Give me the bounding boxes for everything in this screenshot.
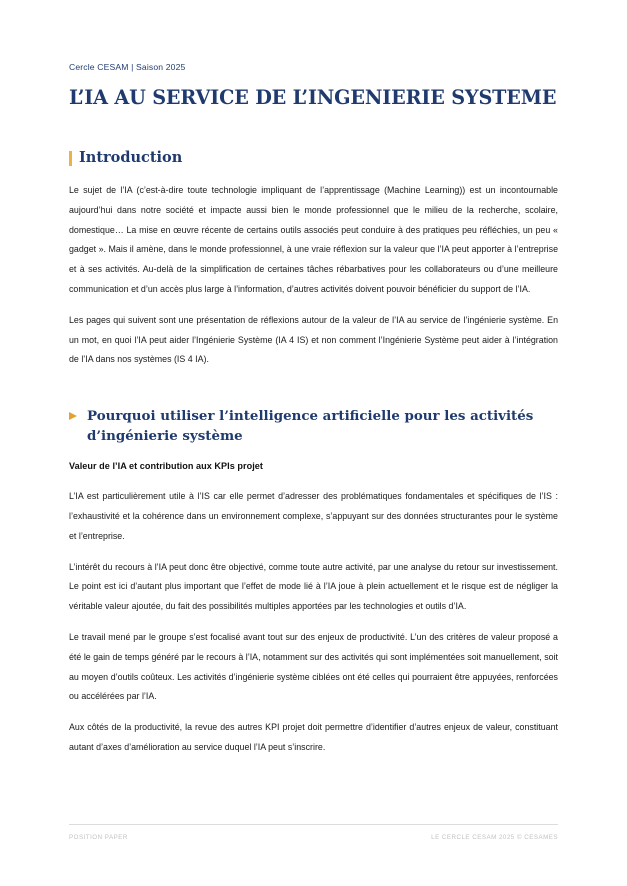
paragraph: L’IA est particulièrement utile à l’IS car elle permet d’adresser des problématiques fondamentales et spécifiques de l’IS : l’exhaustivité et la cohérence dans un environnement complexe, s’appuyant sur des données structurantes pour le système et l’entreprise. xyxy=(69,491,558,541)
gold-bar-marker-icon xyxy=(69,151,72,166)
document-content xyxy=(69,61,558,758)
paragraph: Le sujet de l’IA (c’est-à-dire toute technologie impliquant de l’apprentissage (Machine Learning)) est un incontournable aujourd’hui dans notre société et impacte aussi bien le monde professionnel que le milieu de la recherche, scolaire, domestique… La mise en œuvre récente de certains outils associés peut conduire à des pratiques peu réfléchies, un peu « gadget ». Mais il amène, dans le monde professionnel, à une vraie réflexion sur la valeur que l’IA peut apporter à l’entreprise et à ses activités. Au-delà de la simplification de certaines tâches rébarbatives pour les collaborateurs ou d’une meilleure communication et d’un accès plus large à l’information, d’autres activités doivent pouvoir bénéficier du support de l’IA. xyxy=(69,185,558,294)
footer-copyright: LE CERCLE CESAM 2025 © CESAMES xyxy=(431,834,558,841)
paragraph: Les pages qui suivent sont une présentation de réflexions autour de la valeur de l’IA au service de l’ingénierie système. En un mot, en quoi l’IA peut aider l’Ingénierie Système (IA 4 IS) et non comment l’Ingénierie Système peut aider à l’intégration de l’IA dans nos systèmes (IS 4 IA). xyxy=(69,314,558,365)
section-heading-pourquoi-utiliser-ia-label: Pourquoi utiliser l’intelligence artificielle pour les activités d’ingénierie système xyxy=(87,408,534,444)
document-kicker: Cercle CESAM | Saison 2025 xyxy=(69,62,186,72)
footer-document-type: POSITION PAPER xyxy=(69,834,128,841)
arrow-right-triangle-icon xyxy=(69,412,77,420)
paragraph: Aux côtés de la productivité, la revue des autres KPI projet doit permettre d’identifier d’autres enjeux de valeur, constituant autant d’axes d’amélioration au service duquel l’IA peut s’inscrire. xyxy=(69,722,558,752)
section-heading-introduction xyxy=(69,149,558,167)
footer-row xyxy=(69,834,558,841)
section-heading-introduction-label: Introduction xyxy=(79,149,183,166)
section-heading-pourquoi-utiliser-ia xyxy=(69,407,558,446)
subheading-valeur-ia-kpi: Valeur de l’IA et contribution aux KPIs projet xyxy=(69,461,263,472)
page-title: L’IA AU SERVICE DE L’INGENIERIE SYSTEME xyxy=(69,86,557,109)
section-spacer xyxy=(69,381,558,407)
paragraph: L’intérêt du recours à l’IA peut donc être objectivé, comme toute autre activité, par une analyse du retour sur investissement. Le point est ici d’autant plus important que l’effet de mode lié à l’IA joue à plein actuellement et le risque est de négliger la véritable valeur ajoutée, du fait des possibilités multiples apportées par les technologies et outils d’IA. xyxy=(69,561,558,612)
page-footer xyxy=(69,824,558,841)
footer-divider xyxy=(69,824,558,825)
paragraph: Le travail mené par le groupe s’est focalisé avant tout sur des enjeux de productivité. L’un des critères de valeur proposé a été le gain de temps généré par le recours à l’IA, notamment sur des activités qui sont implémentées soit manuellement, soit au moyen d’outils coûteux. Les activités d’ingénierie système ciblées ont été celles qui pourraient être appuyées, renforcées ou accélérées par l’IA. xyxy=(69,631,558,702)
